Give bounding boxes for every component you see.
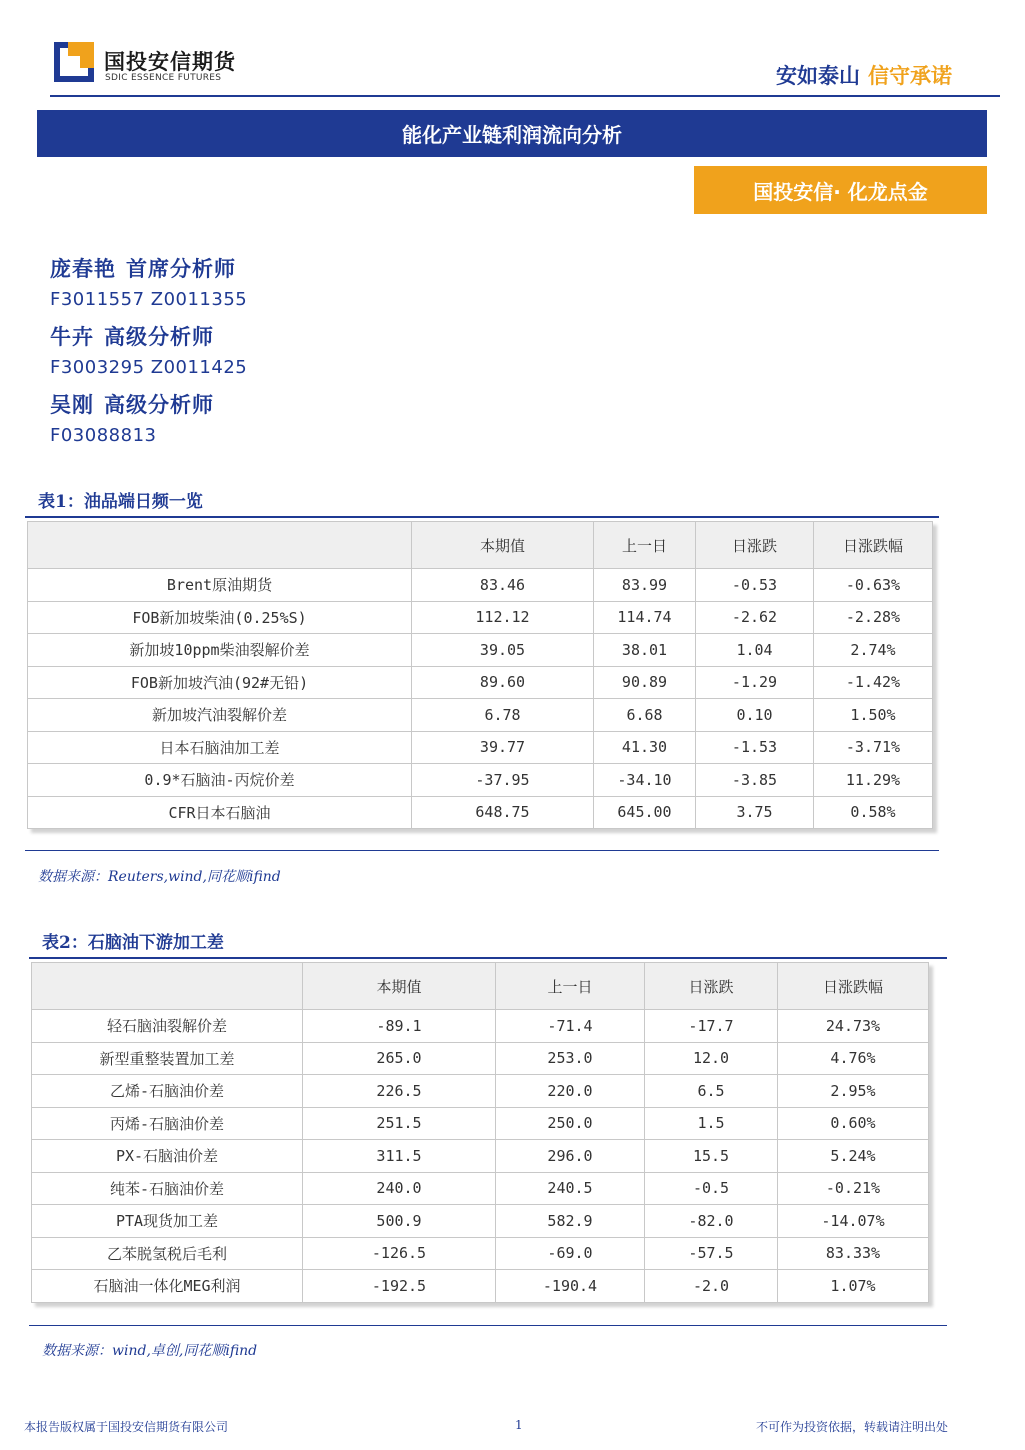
table1-daily-change-pct: 1.50% [814, 699, 933, 732]
table1-previous-value: 41.30 [594, 731, 696, 764]
table1-row-label: 0.9*石脑油-丙烷价差 [28, 764, 412, 797]
table2-row-label: 乙烯-石脑油价差 [32, 1075, 303, 1108]
table2-row-label: PTA现货加工差 [32, 1205, 303, 1238]
table1-daily-change: -1.53 [696, 731, 814, 764]
table2-previous-value: -190.4 [496, 1270, 645, 1303]
brand-banner: 国投安信· 化龙点金 [694, 166, 987, 214]
table2-row [32, 1010, 929, 1043]
analyst-2-ids: F3003295 Z0011425 [50, 357, 248, 378]
table2-daily-change-pct: 1.07% [778, 1270, 929, 1303]
table1-current-value: 39.05 [412, 634, 594, 667]
table1-current-value: 112.12 [412, 601, 594, 634]
footer-copyright: 本报告版权属于国投安信期货有限公司 [24, 1420, 229, 1434]
table1-daily-change-pct: 11.29% [814, 764, 933, 797]
table1-top-rule [25, 516, 939, 518]
table1-row [28, 764, 933, 797]
table1-daily-change-pct: -1.42% [814, 666, 933, 699]
table1-row-label: 日本石脑油加工差 [28, 731, 412, 764]
table2-row-label: 丙烯-石脑油价差 [32, 1107, 303, 1140]
table1-daily-change: 0.10 [696, 699, 814, 732]
table1-row [28, 699, 933, 732]
table1-current-value: 648.75 [412, 796, 594, 829]
table2-daily-change-pct: 24.73% [778, 1010, 929, 1043]
table1-row [28, 731, 933, 764]
table1-daily-change-pct: 0.58% [814, 796, 933, 829]
table2-daily-change-pct: 2.95% [778, 1075, 929, 1108]
table2-source: 数据来源：wind,卓创,同花顺ifind [42, 1343, 258, 1359]
table1-title: 表1：油品端日频一览 [38, 492, 203, 512]
table2-header-item [32, 963, 303, 1010]
analyst-1-role: 首席分析师 [126, 256, 236, 281]
analyst-2 [50, 321, 214, 351]
table1-previous-value: 6.68 [594, 699, 696, 732]
analyst-3-role: 高级分析师 [104, 392, 214, 417]
slogan [776, 60, 952, 90]
table2-daily-change: -2.0 [645, 1270, 778, 1303]
report-title: 能化产业链利润流向分析 [37, 110, 987, 157]
table1-row [28, 666, 933, 699]
analyst-3-ids: F03088813 [50, 425, 157, 446]
table2-title: 表2：石脑油下游加工差 [42, 933, 224, 953]
table2-current-value: 226.5 [303, 1075, 496, 1108]
table2-daily-change: -57.5 [645, 1237, 778, 1270]
table2-daily-change: 1.5 [645, 1107, 778, 1140]
table1-current-value: 89.60 [412, 666, 594, 699]
table2-current-value: -192.5 [303, 1270, 496, 1303]
table2-daily-change: -17.7 [645, 1010, 778, 1043]
table2-daily-change-pct: 0.60% [778, 1107, 929, 1140]
table2-current-value: 500.9 [303, 1205, 496, 1238]
table1-previous-value: 114.74 [594, 601, 696, 634]
table1-daily-change-pct: -3.71% [814, 731, 933, 764]
table2-header-previous: 上一日 [496, 963, 645, 1010]
table2-previous-value: -69.0 [496, 1237, 645, 1270]
table1-row [28, 796, 933, 829]
table2-row [32, 1205, 929, 1238]
table2-header-change-pct: 日涨跌幅 [778, 963, 929, 1010]
table1-previous-value: 83.99 [594, 569, 696, 602]
analyst-1 [50, 253, 236, 283]
table1-previous-value: 645.00 [594, 796, 696, 829]
analyst-2-role: 高级分析师 [104, 324, 214, 349]
table2-previous-value: 250.0 [496, 1107, 645, 1140]
table2-row-label: 石脑油一体化MEG利润 [32, 1270, 303, 1303]
company-name-en: SDIC ESSENCE FUTURES [105, 73, 222, 83]
table1-source: 数据来源：Reuters,wind,同花顺ifind [38, 869, 281, 885]
table2-previous-value: 240.5 [496, 1172, 645, 1205]
table2-row [32, 1042, 929, 1075]
table2-daily-change: 12.0 [645, 1042, 778, 1075]
table2-current-value: 311.5 [303, 1140, 496, 1173]
table1-row-label: Brent原油期货 [28, 569, 412, 602]
table2-daily-change-pct: -14.07% [778, 1205, 929, 1238]
table1-row-label: 新加坡10ppm柴油裂解价差 [28, 634, 412, 667]
table2-daily-change-pct: 4.76% [778, 1042, 929, 1075]
table2-current-value: -89.1 [303, 1010, 496, 1043]
table1 [27, 521, 933, 829]
table2-row-label: 新型重整装置加工差 [32, 1042, 303, 1075]
table1-header-current: 本期值 [412, 522, 594, 569]
table1-daily-change: -2.62 [696, 601, 814, 634]
table2-previous-value: 582.9 [496, 1205, 645, 1238]
table1-daily-change: 3.75 [696, 796, 814, 829]
company-logo-icon [54, 42, 94, 82]
table1-bottom-rule [25, 850, 939, 851]
table1-header-previous: 上一日 [594, 522, 696, 569]
table2-daily-change-pct: -0.21% [778, 1172, 929, 1205]
table2-row [32, 1237, 929, 1270]
header-divider [50, 95, 1000, 97]
table1-current-value: 83.46 [412, 569, 594, 602]
table1-daily-change-pct: 2.74% [814, 634, 933, 667]
table2-row [32, 1075, 929, 1108]
table2-previous-value: -71.4 [496, 1010, 645, 1043]
table2-header-change: 日涨跌 [645, 963, 778, 1010]
table1-row [28, 569, 933, 602]
table2-row [32, 1107, 929, 1140]
analyst-3 [50, 389, 214, 419]
table1-row-label: CFR日本石脑油 [28, 796, 412, 829]
table2-current-value: 240.0 [303, 1172, 496, 1205]
table1-daily-change-pct: -0.63% [814, 569, 933, 602]
table2-bottom-rule [29, 1325, 947, 1326]
table1-daily-change: 1.04 [696, 634, 814, 667]
table2-top-rule [29, 957, 947, 959]
analyst-2-name: 牛卉 [50, 324, 94, 349]
table1-current-value: 6.78 [412, 699, 594, 732]
table1-row-label: FOB新加坡柴油(0.25%S) [28, 601, 412, 634]
table2-daily-change-pct: 83.33% [778, 1237, 929, 1270]
analyst-3-name: 吴刚 [50, 392, 94, 417]
table2-current-value: 265.0 [303, 1042, 496, 1075]
table2-daily-change-pct: 5.24% [778, 1140, 929, 1173]
table1-row-label: FOB新加坡汽油(92#无铅) [28, 666, 412, 699]
table2-daily-change: 6.5 [645, 1075, 778, 1108]
table1-previous-value: 90.89 [594, 666, 696, 699]
table1-daily-change: -0.53 [696, 569, 814, 602]
table2-current-value: -126.5 [303, 1237, 496, 1270]
table2-daily-change: 15.5 [645, 1140, 778, 1173]
table2-daily-change: -0.5 [645, 1172, 778, 1205]
table1-row [28, 634, 933, 667]
analyst-1-name: 庞春艳 [50, 256, 116, 281]
table2-row [32, 1270, 929, 1303]
footer-page-number: 1 [515, 1418, 523, 1432]
table2-daily-change: -82.0 [645, 1205, 778, 1238]
table2-current-value: 251.5 [303, 1107, 496, 1140]
table2-row-label: PX-石脑油价差 [32, 1140, 303, 1173]
table1-header-change: 日涨跌 [696, 522, 814, 569]
table2-previous-value: 296.0 [496, 1140, 645, 1173]
table1-header-item [28, 522, 412, 569]
table2-row-label: 纯苯-石脑油价差 [32, 1172, 303, 1205]
analyst-1-ids: F3011557 Z0011355 [50, 289, 248, 310]
table1-daily-change-pct: -2.28% [814, 601, 933, 634]
table2-header-current: 本期值 [303, 963, 496, 1010]
slogan-part-2: 信守承诺 [868, 64, 952, 88]
slogan-part-1: 安如泰山 [776, 64, 860, 88]
table1-previous-value: 38.01 [594, 634, 696, 667]
table2-previous-value: 253.0 [496, 1042, 645, 1075]
footer-disclaimer: 不可作为投资依据，转载请注明出处 [756, 1420, 949, 1434]
table2 [31, 962, 929, 1303]
table2-previous-value: 220.0 [496, 1075, 645, 1108]
table1-daily-change: -3.85 [696, 764, 814, 797]
table1-current-value: 39.77 [412, 731, 594, 764]
company-name-cn: 国投安信期货 [104, 50, 236, 74]
table1-row-label: 新加坡汽油裂解价差 [28, 699, 412, 732]
table1-header-row [28, 522, 933, 569]
table2-row [32, 1140, 929, 1173]
table1-header-change-pct: 日涨跌幅 [814, 522, 933, 569]
table1-current-value: -37.95 [412, 764, 594, 797]
table2-row [32, 1172, 929, 1205]
table2-row-label: 乙苯脱氢税后毛利 [32, 1237, 303, 1270]
table1-daily-change: -1.29 [696, 666, 814, 699]
table2-row-label: 轻石脑油裂解价差 [32, 1010, 303, 1043]
table1-row [28, 601, 933, 634]
table2-header-row [32, 963, 929, 1010]
table1-previous-value: -34.10 [594, 764, 696, 797]
